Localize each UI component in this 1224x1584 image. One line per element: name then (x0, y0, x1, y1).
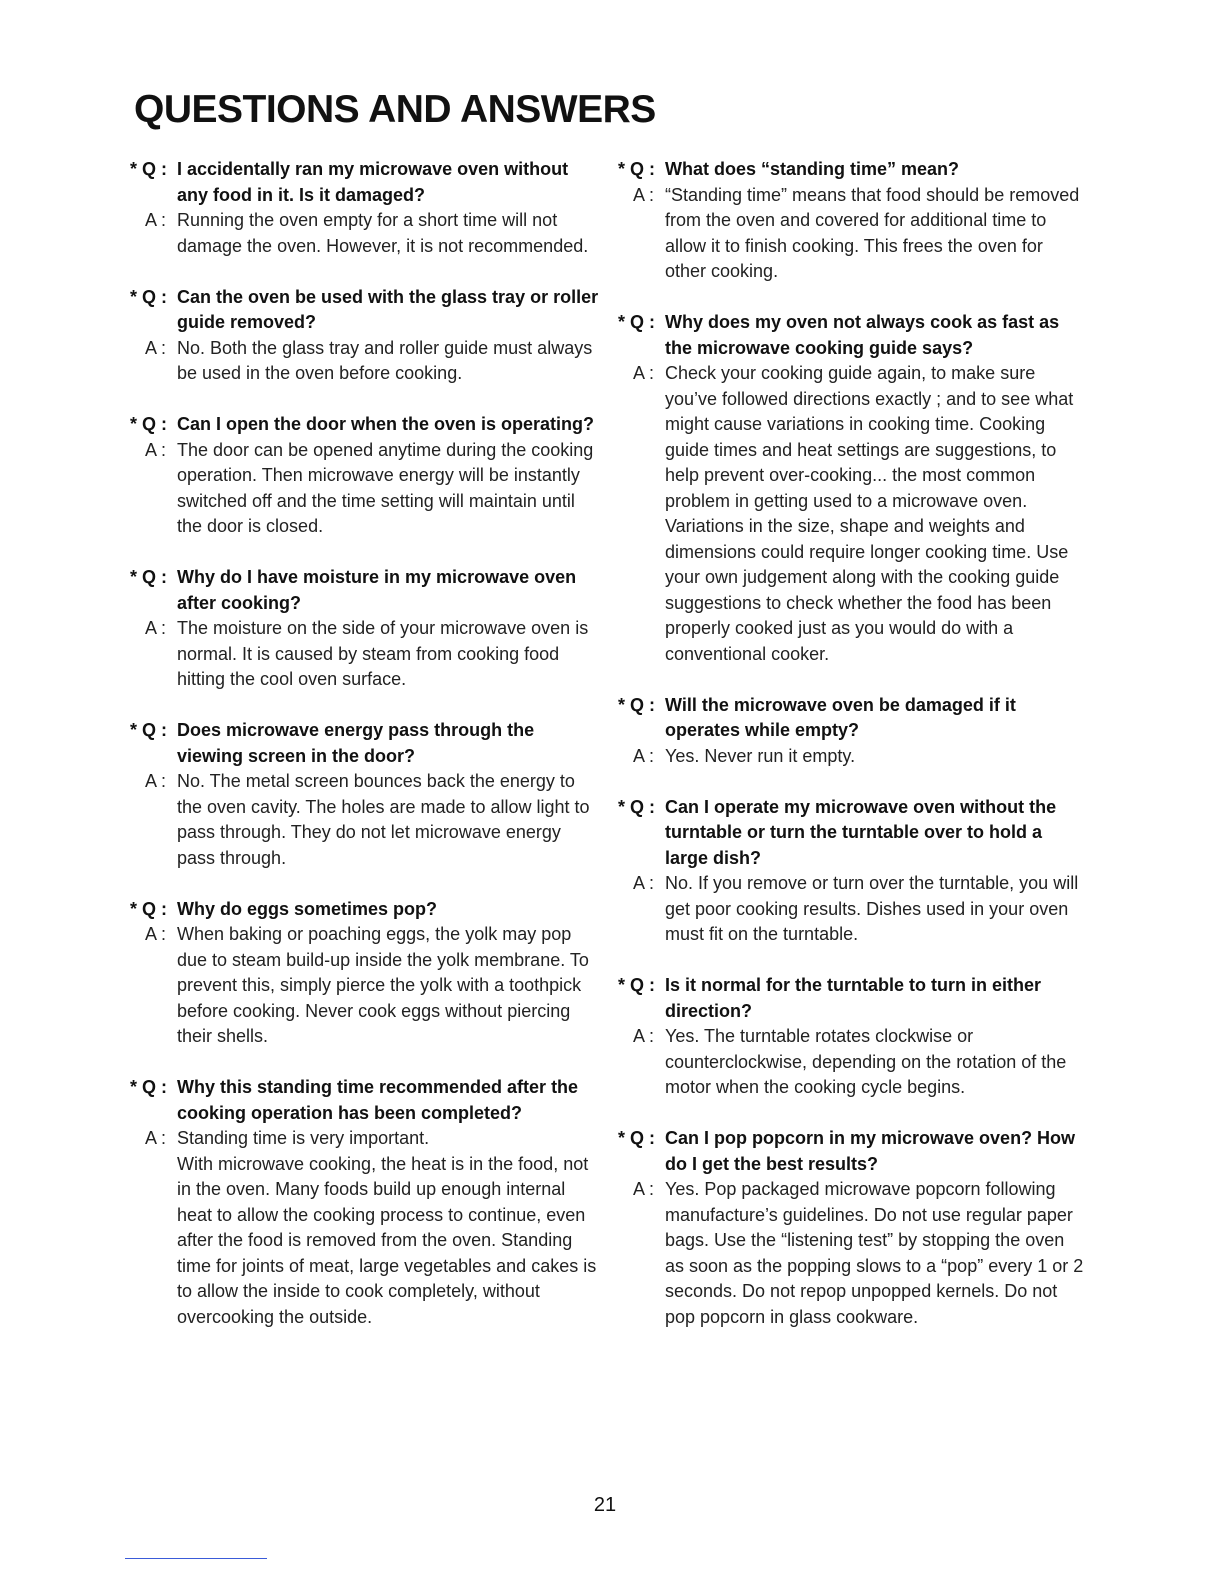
answer (130, 616, 600, 693)
answer-prefix: A : (145, 1128, 167, 1148)
question (618, 795, 1088, 872)
answer-text: With microwave cooking, the heat is in the food, not in the oven. Many foods build up enough internal heat to allow the cooking process to continue, even after the food is removed from the oven. Standing time for joints of meat, large vegetables and cakes is to allow the inside to cook completely, without overcooking the outside. (177, 1153, 597, 1327)
answer-prefix: A : (633, 1179, 655, 1199)
page-number: 21 (593, 1494, 617, 1516)
footer-rule (125, 1558, 267, 1559)
answer-prefix: A : (145, 618, 167, 638)
answer-prefix: A : (145, 924, 167, 944)
answer-text: Running the oven empty for a short time will not damage the oven. However, it is not recommended. (177, 210, 589, 256)
question-text: Can I pop popcorn in my microwave oven? How do I get the best results? (665, 1128, 1076, 1174)
qa-item (130, 412, 600, 540)
answer (618, 361, 1088, 667)
answer (618, 1024, 1088, 1101)
answer-prefix: A : (145, 439, 167, 460)
answer (130, 922, 600, 1050)
question (618, 1126, 1088, 1177)
question-text: Can the oven be used with the glass tray or roller guide removed? (177, 286, 599, 332)
answer-prefix: A : (633, 1026, 655, 1046)
question (130, 718, 600, 769)
page-title: QUESTIONS AND ANSWERS (134, 88, 656, 131)
question-text: Will the microwave oven be damaged if it operates while empty? (665, 694, 1016, 740)
question-prefix: * Q : (618, 694, 656, 715)
question-text: Why this standing time recommended after the cooking operation has been completed? (177, 1077, 579, 1123)
answer (130, 1126, 600, 1330)
answer-prefix: A : (633, 873, 655, 893)
question-text: Why do I have moisture in my microwave oven after cooking? (177, 567, 577, 613)
answer (130, 208, 600, 259)
question-text: What does “standing time” mean? (665, 159, 960, 179)
answer (618, 183, 1088, 285)
answer-prefix: A : (145, 771, 167, 791)
question-prefix: * Q : (130, 898, 168, 919)
qa-item (618, 1126, 1088, 1330)
question-prefix: * Q : (618, 975, 656, 995)
question-prefix: * Q : (618, 796, 656, 817)
answer-text: Yes. Pop packaged microwave popcorn following manufacture’s guidelines. Do not use regular paper bags. Use the “listening test” by stopping the oven as soon as the popping slows to a “pop” every 1 or 2 seconds. Do not repop unpopped kernels. Do not pop popcorn in glass cookware. (665, 1179, 1084, 1327)
qa-item (618, 973, 1088, 1101)
qa-item (618, 310, 1088, 667)
question (130, 897, 600, 923)
answer-prefix: A : (633, 184, 655, 205)
question (130, 1075, 600, 1126)
qa-item (130, 1075, 600, 1330)
question (618, 693, 1088, 744)
question-text: Why do eggs sometimes pop? (177, 898, 438, 919)
question-text: Can I operate my microwave oven without the turntable or turn the turntable over to hold a large dish? (665, 796, 1057, 868)
answer-text: Yes. Never run it empty. (665, 745, 856, 766)
question (130, 157, 600, 208)
answer-text: Check your cooking guide again, to make sure you’ve followed directions exactly ; and to see what might cause variations in cooking time. Cooking guide times and heat settings are suggestions, to help prevent over-cooking... the most common problem in getting used to a microwave oven. Variations in the size, shape and weights and dimensions could require longer cooking time. Use your own judgement along with the cooking guide suggestions to check whether the food has been properly cooked just as you would do with a conventional cooker. (665, 363, 1074, 664)
question (618, 310, 1088, 361)
answer-text: When baking or poaching eggs, the yolk may pop due to steam build-up inside the yolk membrane. To prevent this, simply pierce the yolk with a toothpick before cooking. Never cook eggs without piercing their shells. (177, 924, 589, 1046)
question-prefix: * Q : (618, 159, 656, 179)
question-text: Can I open the door when the oven is operating? (177, 414, 595, 434)
answer-prefix: A : (633, 363, 655, 383)
question-text: I accidentally ran my microwave oven without any food in it. Is it damaged? (177, 159, 569, 205)
question-prefix: * Q : (618, 312, 656, 332)
answer-prefix: A : (145, 210, 167, 230)
answer-text: The moisture on the side of your microwave oven is normal. It is caused by steam from cooking food hitting the cool oven surface. (177, 618, 589, 689)
answer (618, 871, 1088, 948)
question (130, 412, 600, 438)
answer-text: No. If you remove or turn over the turntable, you will get poor cooking results. Dishes used in your oven must fit on the turntable. (665, 873, 1079, 944)
qa-item (130, 285, 600, 387)
right-column (618, 157, 1088, 1356)
answer-prefix: A : (633, 745, 655, 766)
answer-prefix: A : (145, 337, 167, 358)
qa-item (618, 157, 1088, 285)
answer (130, 769, 600, 871)
answer (130, 438, 600, 540)
question-prefix: * Q : (130, 286, 168, 307)
answer-text: No. The metal screen bounces back the energy to the oven cavity. The holes are made to allow light to pass through. They do not let microwave energy pass through. (177, 771, 590, 868)
question (130, 565, 600, 616)
question-prefix: * Q : (130, 1077, 168, 1097)
question-prefix: * Q : (130, 720, 168, 740)
question-prefix: * Q : (618, 1128, 656, 1148)
qa-item (618, 795, 1088, 948)
qa-item (130, 718, 600, 871)
question (618, 973, 1088, 1024)
answer (618, 744, 1088, 770)
answer-text: No. Both the glass tray and roller guide must always be used in the oven before cooking. (177, 337, 593, 383)
question (130, 285, 600, 336)
question (618, 157, 1088, 183)
answer-text: The door can be opened anytime during the cooking operation. Then microwave energy will be instantly switched off and the time setting will maintain until the door is closed. (177, 439, 594, 536)
question-prefix: * Q : (130, 414, 168, 434)
left-column (130, 157, 600, 1356)
answer-text: Yes. The turntable rotates clockwise or counterclockwise, depending on the rotation of the motor when the cooking cycle begins. (665, 1026, 1067, 1097)
qa-item (130, 565, 600, 693)
qa-item (618, 693, 1088, 770)
question-text: Is it normal for the turntable to turn in either direction? (665, 975, 1042, 1021)
answer-text: Standing time is very important. (177, 1128, 430, 1148)
answer (618, 1177, 1088, 1330)
qa-item (130, 897, 600, 1050)
question-text: Does microwave energy pass through the viewing screen in the door? (177, 720, 535, 766)
answer-text: “Standing time” means that food should be removed from the oven and covered for additional time to allow it to finish cooking. This frees the oven for other cooking. (665, 184, 1080, 281)
answer (130, 336, 600, 387)
question-text: Why does my oven not always cook as fast as the microwave cooking guide says? (665, 312, 1060, 358)
question-prefix: * Q : (130, 159, 168, 179)
qa-item (130, 157, 600, 259)
question-prefix: * Q : (130, 567, 168, 587)
